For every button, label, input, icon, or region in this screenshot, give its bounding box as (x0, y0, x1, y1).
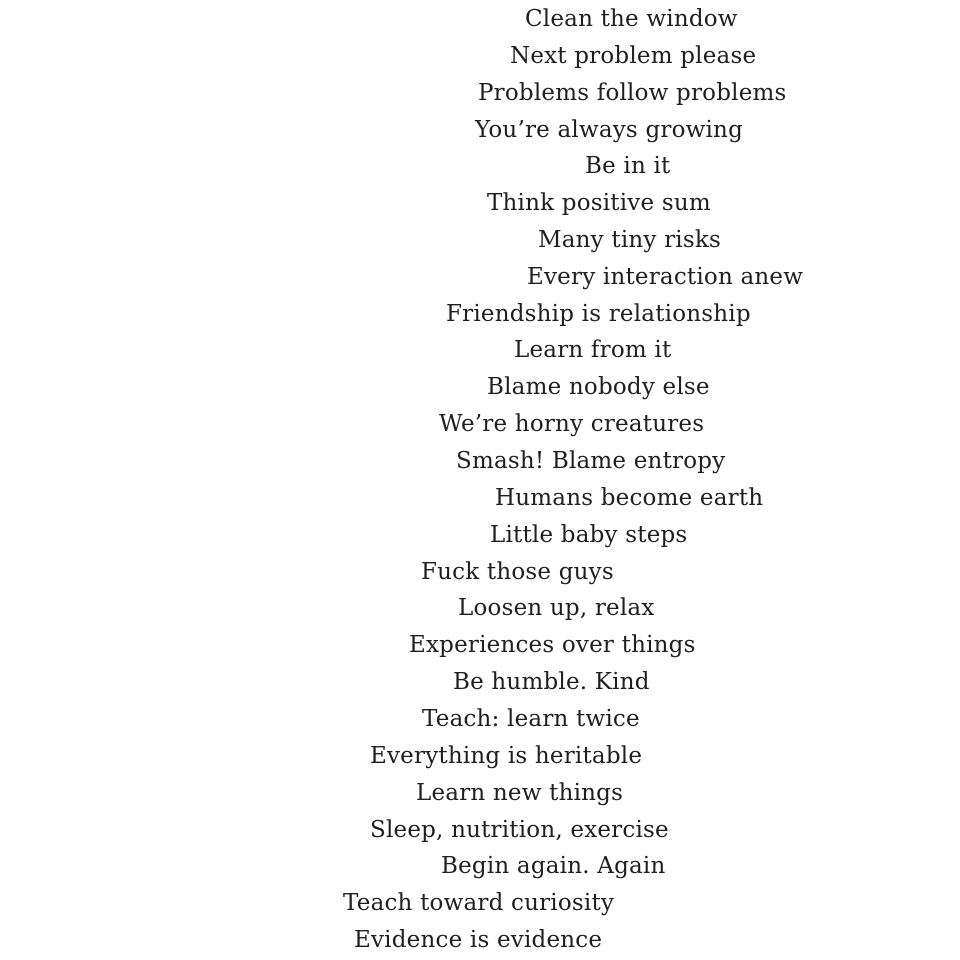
poem-line-1: Clean the window (525, 6, 738, 32)
poem-line-5: Be in it (585, 153, 671, 179)
poem-line-7: Many tiny risks (538, 227, 721, 253)
poem-line-3: Problems follow problems (478, 80, 787, 106)
poem-line-4: You’re always growing (475, 117, 743, 143)
poem-line-2: Next problem please (510, 43, 757, 69)
poem-line-15: Little baby steps (490, 522, 688, 548)
poem-line-6: Think positive sum (487, 190, 711, 216)
poem-line-14: Humans become earth (495, 485, 764, 511)
poem-line-22: Learn new things (416, 780, 624, 806)
poem-line-24: Begin again. Again (441, 853, 666, 879)
poem-line-12: We’re horny creatures (439, 411, 705, 437)
poem-line-8: Every interaction anew (527, 264, 804, 290)
poem-line-23: Sleep, nutrition, exercise (370, 817, 669, 843)
poem-line-25: Teach toward curiosity (343, 890, 615, 916)
poem-line-10: Learn from it (514, 337, 672, 363)
poem-line-19: Be humble. Kind (453, 669, 650, 695)
poem-line-18: Experiences over things (409, 632, 696, 658)
poem-line-20: Teach: learn twice (422, 706, 640, 732)
poem-line-9: Friendship is relationship (446, 301, 751, 327)
poem-line-21: Everything is heritable (370, 743, 643, 769)
poem-line-16: Fuck those guys (421, 559, 614, 585)
poem-line-17: Loosen up, relax (458, 595, 655, 621)
poem-line-13: Smash! Blame entropy (456, 448, 726, 474)
poem-line-11: Blame nobody else (487, 374, 710, 400)
poem-line-26: Evidence is evidence (354, 927, 603, 953)
